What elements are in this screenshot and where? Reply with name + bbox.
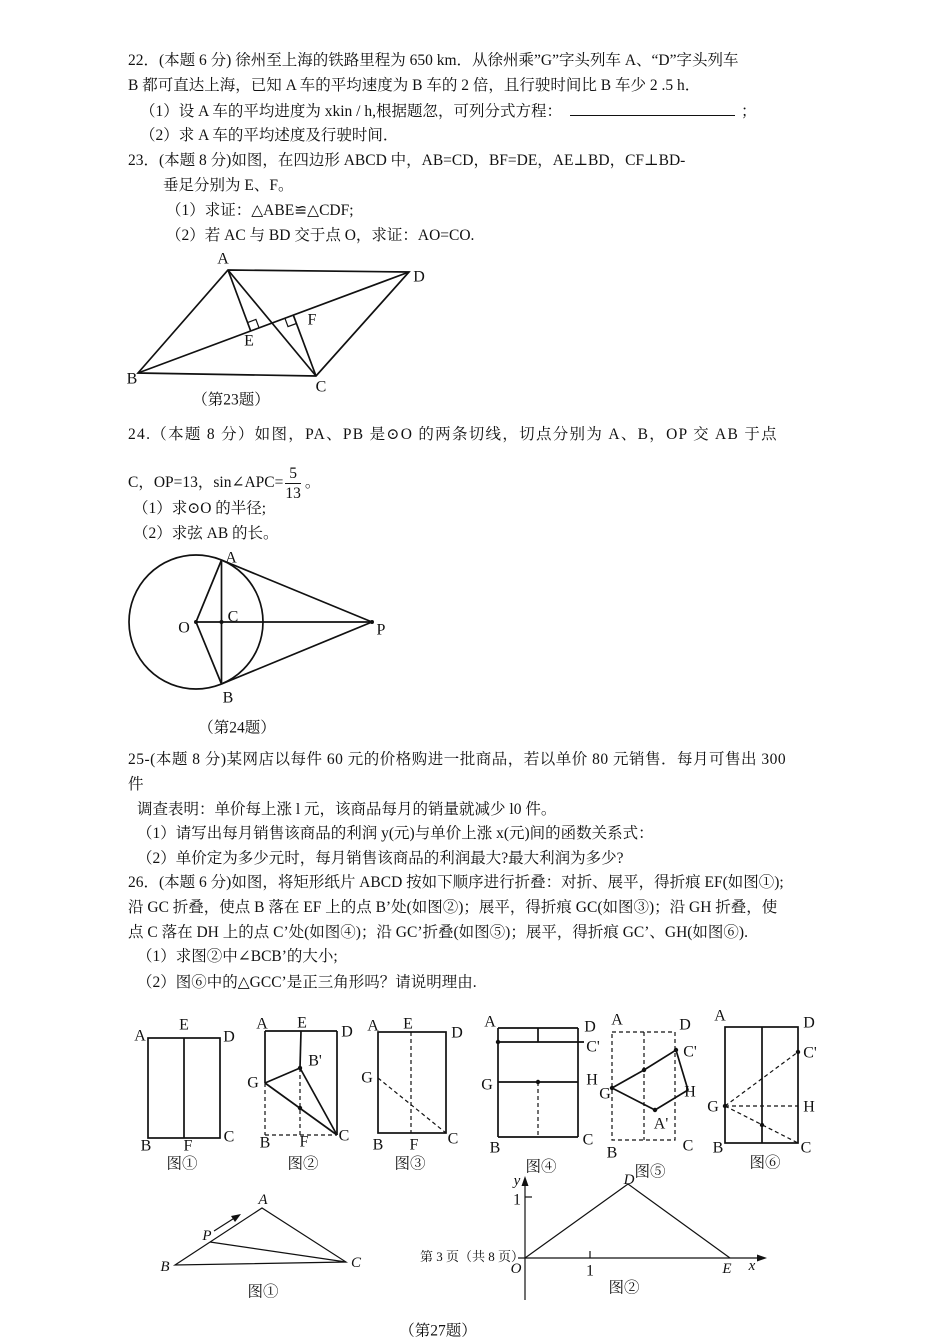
label-d: D <box>413 268 425 286</box>
label-b-prime: B' <box>308 1052 322 1070</box>
figure-caption: 图③ <box>394 1155 426 1173</box>
figure-caption: 图⑤ <box>634 1163 666 1181</box>
label-a: A <box>134 1027 146 1045</box>
label-p: P <box>376 621 386 639</box>
q24-figure <box>120 545 395 740</box>
point-dot <box>642 1068 646 1072</box>
answer-blank <box>570 101 735 116</box>
label-c-prime: C' <box>803 1044 817 1062</box>
label-c-prime: C' <box>586 1038 600 1056</box>
label-g: G <box>599 1085 611 1103</box>
label-h: H <box>684 1083 696 1101</box>
label-h: H <box>586 1071 598 1089</box>
point-dot <box>536 1080 540 1084</box>
label-c: C <box>350 1255 362 1271</box>
label-g: G <box>481 1076 493 1094</box>
fold-figure-2 <box>247 1015 353 1173</box>
label-b: B <box>372 1136 384 1154</box>
segment-gb-prime <box>265 1068 300 1083</box>
label-o: O <box>178 619 190 637</box>
figure-caption: （第23题） <box>192 391 270 409</box>
q24-line2-text: C，OP=13，sin∠APC= <box>128 474 284 492</box>
label-a: A <box>256 1015 268 1033</box>
fold-figure-4 <box>481 1014 600 1176</box>
figure-caption: 图② <box>608 1279 640 1297</box>
perpendicular-ae <box>228 270 251 331</box>
q25-part2: （2）单价定为多少元时，每月销售该商品的利润最大?最大利润为多少? <box>137 850 624 867</box>
q24-line2-end: 。 <box>304 474 321 492</box>
point-dot <box>496 1040 500 1044</box>
label-d: D <box>584 1018 596 1036</box>
label-c: C <box>223 1128 235 1146</box>
label-b: B <box>140 1137 152 1155</box>
label-c: C <box>447 1130 459 1148</box>
q22-part2: （2）求 A 车的平均述度及行驶时间． <box>140 127 399 144</box>
segment-b-prime-c <box>300 1068 337 1135</box>
q22-part1 <box>140 101 756 122</box>
label-a: A <box>217 250 229 268</box>
label-b: B <box>606 1144 618 1162</box>
x-axis-arrow-icon <box>757 1255 767 1262</box>
label-c: C <box>338 1127 350 1145</box>
q22-line2: B 都可直达上海，已知 A 车的平均速度为 B 车的 2 倍，且行驶时间比 B 车少 2 .5 h． <box>128 77 701 94</box>
label-p: P <box>202 1228 212 1244</box>
tangent-pa <box>222 560 373 622</box>
label-a: A <box>714 1007 726 1025</box>
point-o-dot <box>194 620 198 624</box>
fold-figure-6 <box>707 1008 817 1172</box>
label-e: E <box>722 1261 732 1277</box>
label-a: A <box>484 1013 496 1031</box>
y-axis-arrow-icon <box>522 1176 529 1186</box>
q23-line2: 垂足分别为 E、F。 <box>163 177 294 194</box>
label-a-prime: A' <box>653 1115 669 1133</box>
q24-line1: 24.（本题 8 分）如图，PA、PB 是⊙O 的两条切线，切点分别为 A、B，OP 交 AB 于点 <box>128 426 778 443</box>
label-a: A <box>367 1017 379 1035</box>
label-a: A <box>611 1011 623 1029</box>
label-d: D <box>623 1172 635 1188</box>
point-p-dot <box>370 620 374 624</box>
rectangle-abcd <box>378 1032 446 1133</box>
label-b: B <box>489 1139 501 1157</box>
q24-part2: （2）求弦 AB 的长。 <box>133 525 279 542</box>
label-d: D <box>451 1024 463 1042</box>
fraction-numerator: 5 <box>285 464 301 484</box>
label-e: E <box>297 1014 307 1032</box>
q26-part2: （2）图⑥中的△GCC’是正三角形吗？请说明理由. <box>137 974 477 991</box>
figure-caption: 图⑥ <box>749 1154 781 1172</box>
label-c: C <box>800 1139 812 1157</box>
x-tick-label: 1 <box>586 1262 594 1280</box>
label-c: C <box>315 378 327 396</box>
label-d: D <box>679 1016 691 1034</box>
label-c: C <box>227 608 239 626</box>
point-g-dot <box>723 1104 727 1108</box>
label-f: F <box>299 1133 309 1151</box>
folded-shape <box>612 1050 688 1110</box>
label-b: B <box>126 370 138 388</box>
q25-line2: 件 <box>128 776 144 793</box>
label-f: F <box>307 311 317 329</box>
figure-caption: 图② <box>287 1155 319 1173</box>
label-d: D <box>803 1014 815 1032</box>
q23-line1: 23．(本题 8 分)如图，在四边形 ABCD 中，AB=CD，BF=DE，AE⊥BD，CF⊥BD- <box>128 152 686 169</box>
q25-line3: 调查表明：单价每上涨 l 元，该商品每月的销量就减少 l0 件。 <box>137 801 557 818</box>
fraction-5-over-13 <box>285 464 301 503</box>
y-axis-label: y <box>513 1173 521 1189</box>
arrow-icon <box>231 1214 241 1222</box>
label-b: B <box>259 1134 271 1152</box>
point-dot <box>760 1123 764 1127</box>
fraction-denominator: 13 <box>285 485 301 502</box>
q23-part2: （2）若 AC 与 BD 交于点 O，求证：AO=CO. <box>166 227 475 244</box>
label-e: E <box>179 1016 189 1034</box>
page-footer: 第 3 页（共 8 页） <box>420 1249 525 1264</box>
q26-line3: 点 C 落在 DH 上的点 C’处(如图④)；沿 GC’折叠(如图⑤)；展平，得折痕 GC’、GH(如图⑥). <box>128 924 748 941</box>
point-b-prime-dot <box>298 1066 302 1070</box>
graph-ode <box>525 1184 730 1258</box>
figure-caption: 图① <box>247 1283 279 1301</box>
label-f: F <box>183 1137 193 1155</box>
point-c-prime-dot <box>674 1048 678 1052</box>
point-a-prime-dot <box>653 1108 657 1112</box>
diagonal-ac <box>228 270 316 376</box>
q26-part1: （1）求图②中∠BCB’的大小; <box>137 948 338 965</box>
label-o: O <box>510 1261 522 1277</box>
segment-pc <box>210 1242 346 1262</box>
label-f: F <box>409 1136 419 1154</box>
label-d: D <box>223 1028 235 1046</box>
y-tick-label: 1 <box>513 1191 521 1209</box>
crease-gc-dashed <box>378 1078 446 1133</box>
q27-caption: （第27题） <box>399 1322 477 1340</box>
label-a: A <box>225 549 237 567</box>
motion-arrow-line <box>214 1217 236 1231</box>
label-e: E <box>403 1015 413 1033</box>
label-g: G <box>361 1069 373 1087</box>
q24-line2 <box>128 464 320 503</box>
point-c-dot <box>220 620 224 624</box>
label-b: B <box>712 1139 724 1157</box>
q26-line2: 沿 GC 折叠，使点 B 落在 EF 上的点 B’处(如图②)；展平，得折痕 GC(如图③)；沿 GH 折叠，使 <box>128 899 778 916</box>
diagonal-bd <box>138 272 409 373</box>
label-b: B <box>160 1259 170 1275</box>
fold-figure-3 <box>361 1016 463 1173</box>
q24-part1: （1）求⊙O 的半径; <box>133 500 267 517</box>
triangle-abc <box>175 1208 346 1265</box>
q22-part1-end: ； <box>740 103 757 120</box>
label-b: B <box>222 689 234 707</box>
figure-caption: 图④ <box>525 1158 557 1176</box>
label-a: A <box>258 1192 268 1208</box>
point-c-prime-dot <box>796 1050 800 1054</box>
label-h: H <box>803 1098 815 1116</box>
radius-oa <box>196 560 222 622</box>
label-d: D <box>341 1023 353 1041</box>
label-c: C <box>582 1131 594 1149</box>
fold-figure-1 <box>134 1017 235 1173</box>
q25-line1: 25-(本题 8 分)某网店以每件 60 元的价格购进一批商品，若以单价 80 元销售．每月可售出 300 <box>128 751 787 768</box>
q23-figure <box>118 248 428 412</box>
q22-part1-text: （1）设 A 车的平均进度为 xkin / h,根据题忽，可列分式方程： <box>140 103 562 120</box>
fold-figure-5 <box>599 1012 697 1181</box>
tangent-pb <box>222 622 373 684</box>
label-c-prime: C' <box>683 1043 697 1061</box>
q27-figure-1 <box>160 1192 362 1301</box>
label-g: G <box>707 1098 719 1116</box>
figure-caption: 图① <box>166 1155 198 1173</box>
q26-figures <box>125 1006 825 1184</box>
q25-part1: （1）请写出每月销售该商品的利润 y(元)与单价上涨 x(元)间的函数关系式： <box>137 825 654 842</box>
q27-figure-2 <box>511 1172 767 1300</box>
crease-eb-prime <box>300 1031 301 1068</box>
intersection-dot <box>298 1106 302 1110</box>
label-c: C <box>682 1137 694 1155</box>
q26-line1: 26．(本题 6 分)如图，将矩形纸片 ABCD 按如下顺序进行折叠：对折、展平，得折痕 EF(如图①); <box>128 874 784 891</box>
label-e: E <box>244 332 254 350</box>
q23-part1: （1）求证：△ABE≌△CDF; <box>166 202 354 219</box>
figure-caption: （第24题） <box>198 719 276 737</box>
label-g: G <box>247 1074 259 1092</box>
x-axis-label: x <box>748 1258 756 1274</box>
q22-line1: 22．(本题 6 分) 徐州至上海的铁路里程为 650 km．从徐州乘”G”字头列车 A、“D”字头列车 <box>128 52 739 69</box>
radius-ob <box>196 622 222 684</box>
